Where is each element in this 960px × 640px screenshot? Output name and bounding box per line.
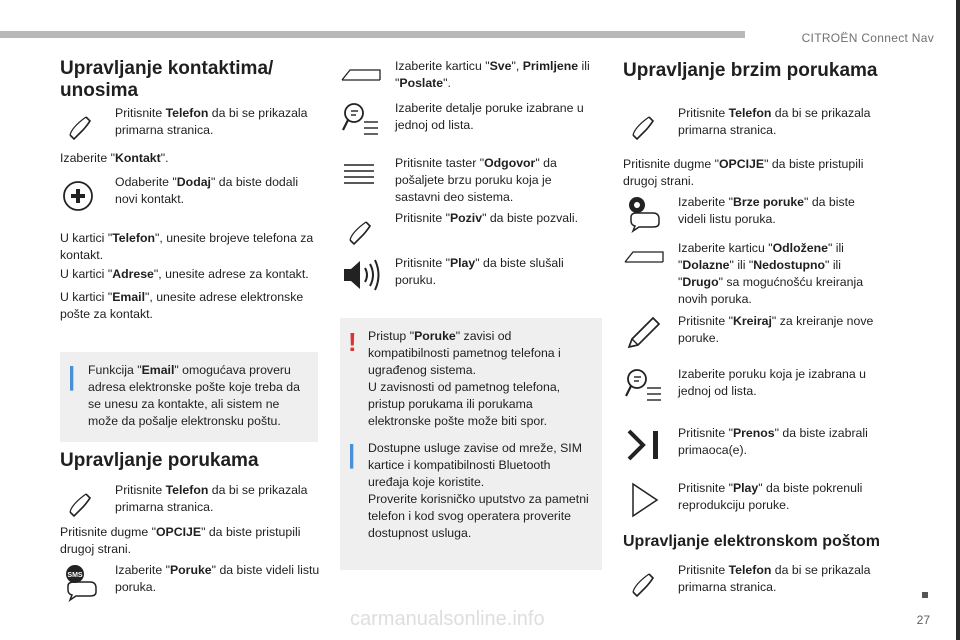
info-box-services: | Dostupne usluge zavise od mreže, SIM kartice i kompatibilnosti Bluetooth uređaja koje koristite. Proverite korisničko uputstvo za pametni telefon i kod svog operatera proverite dostupnost usluga. (340, 430, 602, 570)
transfer-icon (623, 425, 665, 465)
pencil-icon (623, 313, 665, 353)
paragraph-address-tab: U kartici "Adrese", unesite adrese za kontakt. (60, 267, 309, 281)
play-icon (623, 480, 665, 520)
reply-list-icon (340, 155, 382, 195)
paragraph-select-contact: Izaberite "Kontakt". (60, 151, 169, 165)
svg-text:SMS: SMS (67, 572, 83, 579)
section-title-quick-messages: Upravljanje brzim porukama (623, 60, 878, 81)
watermark: carmanualsonline.info (350, 608, 545, 630)
phone-icon (623, 562, 665, 602)
info-mark-icon: | (68, 361, 76, 391)
phone-icon (623, 105, 665, 145)
paragraph-phone-tab: U kartici "Telefon", unesite brojeve telefona za kontakt. (60, 231, 314, 262)
phone-icon (60, 482, 102, 522)
page-marker (922, 592, 928, 598)
search-list-icon (340, 100, 382, 140)
paragraph-options: Pritisnite dugme "OPCIJE" da biste pristupili drugoj strani. (60, 525, 301, 556)
paragraph-options-2: Pritisnite dugme "OPCIJE" da biste pristupili drugoj strani. (623, 157, 864, 188)
warning-box-messages: ! Pristup "Poruke" zavisi od kompatibilnosti pametnog telefona i ugrađenog sistema. U zavisnosti od pametnog telefona, pristup porukama ili porukama elektronske pošte može biti spor. (340, 318, 602, 442)
tab-icon (340, 58, 382, 98)
section-title-messages: Upravljanje porukama (60, 450, 259, 471)
add-icon (60, 174, 102, 214)
page-edge-bar (956, 0, 960, 640)
section-title-contacts: Upravljanje kontaktima/ unosima (60, 58, 274, 101)
info-box-email: | Funkcija "Email" omogućava proveru adresa elektronske pošte koje treba da se unesu za kontakte, ali sistem ne može da pošalje elektronsku poštu. (60, 352, 318, 442)
paragraph-email-tab: U kartici "Email", unesite adrese elektronske pošte za kontakt. (60, 290, 304, 321)
phone-icon (340, 210, 382, 250)
section-title-email: Upravljanje elektronskom poštom (623, 533, 880, 550)
page-number: 27 (916, 613, 930, 627)
sms-icon (60, 562, 102, 602)
info-mark-icon: | (348, 439, 356, 469)
quick-message-icon (623, 194, 665, 234)
speaker-icon (340, 255, 382, 295)
brand-label: CITROËN Connect Nav (801, 31, 934, 45)
phone-icon (60, 105, 102, 145)
tab-icon (623, 240, 665, 280)
header-bar (0, 31, 745, 38)
search-list-icon (623, 366, 665, 406)
warning-mark-icon: ! (348, 327, 357, 357)
